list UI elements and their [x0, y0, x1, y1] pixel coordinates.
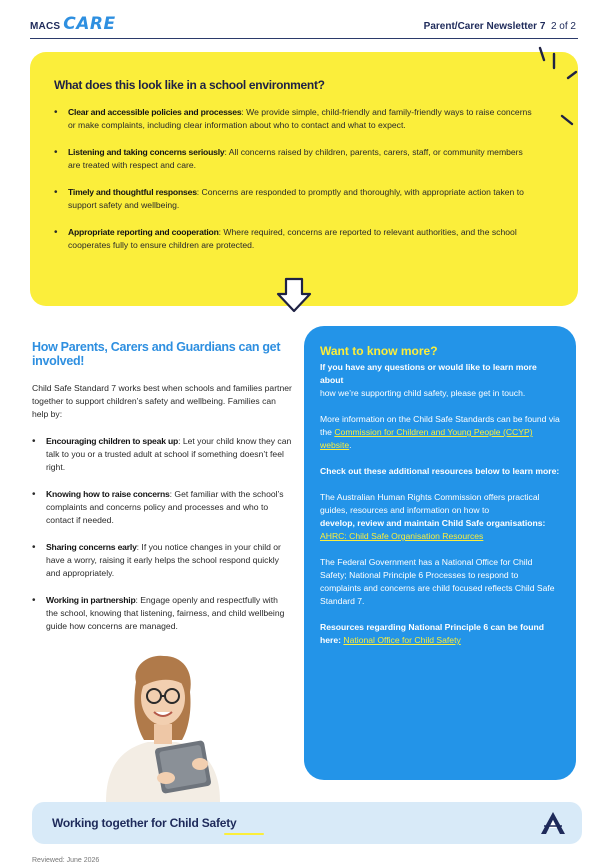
want-to-know-more-panel [304, 326, 576, 780]
list-item [54, 226, 534, 252]
families-involvement-section [32, 340, 292, 647]
families-section-intro: Child Safe Standard 7 works best when schools and families partner together to support children’s safety and wellbeing. Families can help by: [32, 383, 292, 419]
list-item [32, 541, 292, 580]
list-item-text: : Where required, concerns are reported to relevant authorities, and the school cooperates fully to ensure children are protected. [68, 227, 517, 250]
ahrc-resources-link[interactable]: AHRC: Child Safe Organisation Resources [320, 531, 484, 541]
list-item [32, 488, 292, 527]
teacher-photo [92, 652, 232, 802]
list-item-heading: Working in partnership [46, 595, 136, 605]
list-item [54, 146, 534, 172]
list-item [54, 106, 534, 132]
list-item-text: : Concerns are responded to promptly and thoroughly, with appropriate action taken to support safety and wellbeing. [68, 187, 524, 210]
footer-banner [32, 802, 582, 844]
list-item-heading: Timely and thoughtful responses [68, 187, 197, 197]
list-item [32, 594, 292, 633]
sparkle-lines-icon [528, 44, 584, 140]
page-header [0, 0, 592, 42]
newsletter-name: Parent/Carer Newsletter 7 [423, 21, 546, 32]
list-item-heading: Encouraging children to speak up [46, 436, 179, 446]
list-item-heading: Listening and taking concerns seriously [68, 147, 225, 157]
list-item-text: : If you notice changes in your child or have a worry, raising it early helps the school respond quickly and appropriately. [46, 542, 281, 578]
macs-care-logo[interactable] [30, 14, 116, 34]
school-environment-title: What does this look like in a school environment? [54, 78, 325, 92]
footer-tagline: Working together for Child Safety [52, 816, 237, 830]
reviewed-date: Reviewed: June 2026 [32, 857, 100, 864]
ccyp-paragraph-text: More information on the Child Safe Standards can be found via the [320, 414, 560, 437]
logo-care-text: CARE [63, 14, 116, 34]
national-office-paragraph: The Federal Government has a National Office for Child Safety; National Principle 6 Processes to respond to complaints and concerns are child focused reflects Child Safe Standard 7. [320, 557, 555, 606]
principle-6-paragraph-bold: Resources regarding National Principle 6 can be found here: [320, 622, 544, 645]
list-item-heading: Knowing how to raise concerns [46, 489, 170, 499]
list-item-heading: Appropriate reporting and cooperation [68, 227, 219, 237]
newsletter-title [424, 21, 576, 32]
list-item-text: : We provide simple, child-friendly and family-friendly ways to raise concerns or make complaints, including clear information about who to contact and what to expect. [68, 107, 532, 130]
ccyp-paragraph [320, 413, 560, 452]
list-item-heading: Sharing concerns early [46, 542, 137, 552]
ahrc-paragraph [320, 491, 560, 543]
down-arrow-icon [274, 276, 314, 316]
header-divider [30, 38, 578, 39]
school-environment-list [54, 106, 554, 252]
principle-6-paragraph [320, 621, 560, 647]
list-item [54, 186, 534, 212]
list-item-text: : Let your child know they can talk to you or a trusted adult at school if something doesn’t feel right. [46, 436, 292, 472]
logo-macs-text: MACS [30, 21, 61, 32]
list-item-heading: Clear and accessible policies and processes [68, 107, 242, 117]
ccyp-paragraph-end: . [349, 440, 352, 450]
ccyp-website-link[interactable]: Commission for Children and Young People (CCYP) website [320, 427, 533, 450]
list-item-text: : Engage openly and respectfully with the school, knowing that listening, fairness, and child wellbeing guide how concerns are managed. [46, 595, 285, 631]
national-office-link[interactable]: National Office for Child Safety [343, 635, 461, 645]
families-section-title: How Parents, Carers and Guardians can get involved! [32, 340, 281, 368]
list-item-text: : All concerns raised by children, parents, carers, staff, or community members are treated with respect and care. [68, 147, 523, 170]
footer-tagline-underline [224, 833, 264, 835]
page-indicator: 2 of 2 [550, 21, 576, 32]
contact-paragraph [320, 361, 560, 400]
families-help-list [32, 435, 292, 633]
ahrc-paragraph-bold: develop, review and maintain Child Safe organisations: [320, 518, 546, 528]
resources-heading-text: Check out these additional resources below to learn more: [320, 466, 560, 476]
want-to-know-more-title: Want to know more? [320, 344, 438, 358]
contact-paragraph-bold: If you have any questions or would like to learn more about [320, 362, 537, 385]
ahrc-paragraph-text: The Australian Human Rights Commission offers practical guides, resources and information on how to [320, 492, 540, 515]
macs-logo-icon [540, 811, 566, 835]
contact-paragraph-text: how we’re supporting child safety, please get in touch. [320, 388, 526, 398]
school-environment-panel [30, 52, 578, 306]
list-item [32, 435, 292, 474]
list-item-text: : Get familiar with the school’s complaints and concerns policy and processes and who to contact if needed. [46, 489, 284, 525]
resources-heading [320, 465, 560, 478]
